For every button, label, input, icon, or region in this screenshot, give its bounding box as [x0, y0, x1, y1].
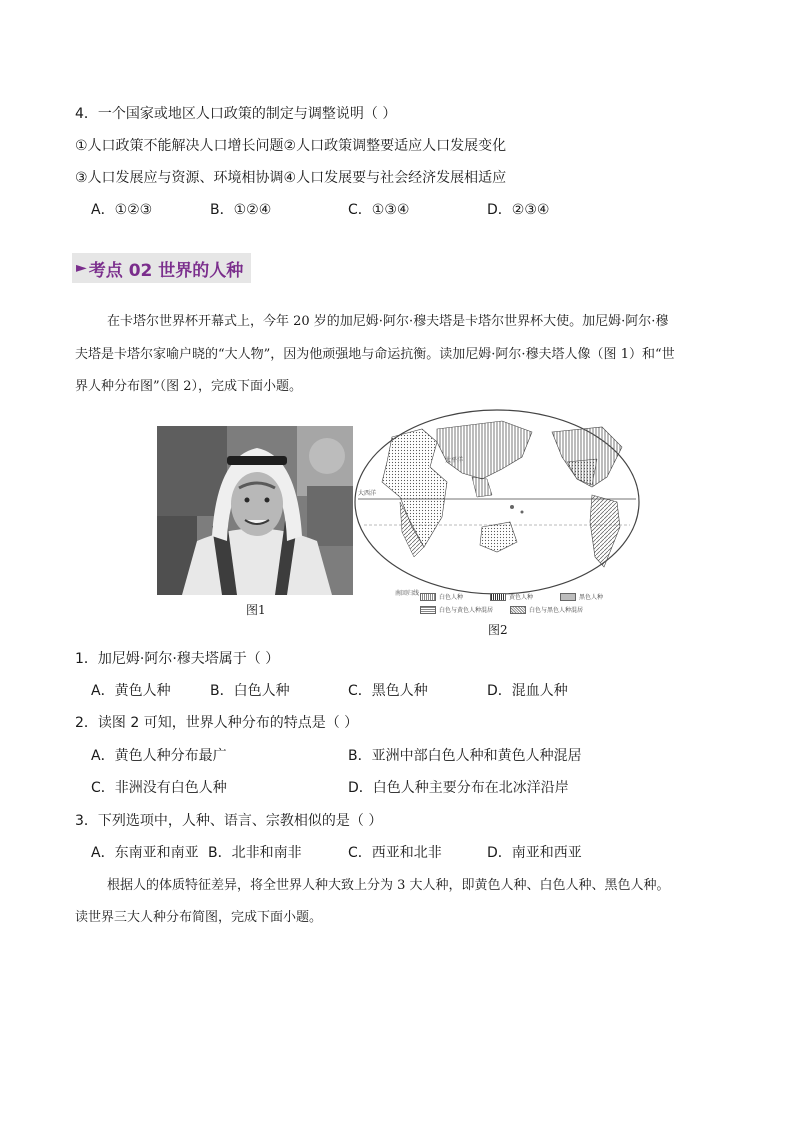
q4-statement-line1: ①人口政策不能解决人口增长问题②人口政策调整要适应人口发展变化	[75, 138, 507, 154]
q1-stem: 1．加尼姆·阿尔·穆夫塔属于（ ）	[75, 651, 280, 667]
legend-item	[490, 592, 533, 601]
section-heading	[72, 253, 251, 283]
map-label-ocean-c: 南回归线	[395, 590, 420, 597]
passage2-line2: 读世界三大人种分布简图，完成下面小题。	[75, 910, 323, 925]
legend-swatch	[420, 593, 436, 601]
q4-statement-line2: ③人口发展应与资源、环境相协调④人口发展要与社会经济发展相适应	[75, 170, 507, 186]
legend-swatch	[560, 593, 576, 601]
q3-option-d: D．南亚和西亚	[487, 845, 582, 861]
passage1-line3: 界人种分布图”（图 2），完成下面小题。	[75, 379, 303, 394]
passage1-line1: 在卡塔尔世界杯开幕式上，今年 20 岁的加尼姆·阿尔·穆夫塔是卡塔尔世界杯大使。加尼姆·阿尔·穆	[107, 314, 669, 329]
q1-option-c: C．黑色人种	[348, 683, 428, 699]
legend-label: 黑色人种	[579, 594, 604, 601]
q2-stem: 2．读图 2 可知，世界人种分布的特点是（ ）	[75, 715, 359, 731]
portrait-image-icon	[157, 426, 353, 595]
portrait-photo	[157, 426, 353, 595]
q2-option-c: C．非洲没有白色人种	[91, 780, 227, 796]
legend-label: 黄色人种	[509, 594, 534, 601]
legend-item	[560, 592, 603, 601]
figure1-caption: 图1	[246, 603, 266, 617]
passage2-line1: 根据人的体质特征差异，将全世界人种大致上分为 3 大人种，即黄色人种、白色人种、黑色人种。	[107, 878, 670, 893]
map-label-ocean-a-visible: 太平洋	[445, 457, 464, 464]
q4-option-d: D．②③④	[487, 202, 550, 218]
q4-option-b: B．①②④	[210, 202, 272, 218]
figure2-caption: 图2	[488, 623, 508, 637]
q3-stem: 3．下列选项中，人种、语言、宗教相似的是（ ）	[75, 813, 383, 829]
passage1-line2: 夫塔是卡塔尔家喻户晓的“大人物”，因为他顽强地与命运抗衡。读加尼姆·阿尔·穆夫塔人像（图 1）和“世	[75, 347, 675, 362]
legend-label: 白色与黑色人种混居	[529, 607, 584, 614]
legend-swatch	[420, 606, 436, 614]
q1-option-b: B．白色人种	[210, 683, 290, 699]
q3-option-b: B．北非和南非	[208, 845, 302, 861]
world-race-map	[352, 407, 642, 617]
section-heading-box	[72, 253, 251, 283]
triangle-marker-icon: ►	[76, 260, 87, 276]
q2-option-b: B．亚洲中部白色人种和黄色人种混居	[348, 748, 582, 764]
legend-item	[420, 592, 463, 601]
q2-option-a: A．黄色人种分布最广	[91, 748, 227, 764]
map-label-ocean-b: 大西洋	[358, 490, 377, 497]
legend-swatch	[510, 606, 526, 614]
q1-option-a: A．黄色人种	[91, 683, 171, 699]
q2-option-d: D．白色人种主要分布在北冰洋沿岸	[348, 780, 569, 796]
legend-label: 白色与黄色人种混居	[439, 607, 494, 614]
legend-item	[510, 605, 583, 614]
q3-option-a: A．东南亚和南亚	[91, 845, 199, 861]
legend-swatch	[490, 593, 506, 601]
q3-option-c: C．西亚和北非	[348, 845, 442, 861]
section-title: 考点 02 世界的人种	[88, 260, 244, 281]
q4-option-a: A．①②③	[91, 202, 153, 218]
world-map-icon	[352, 407, 642, 617]
q1-option-d: D．混血人种	[487, 683, 568, 699]
legend-item	[420, 605, 493, 614]
q4-stem: 4．一个国家或地区人口政策的制定与调整说明（ ）	[75, 106, 397, 122]
legend-label: 白色人种	[439, 594, 464, 601]
q4-option-c: C．①③④	[348, 202, 410, 218]
